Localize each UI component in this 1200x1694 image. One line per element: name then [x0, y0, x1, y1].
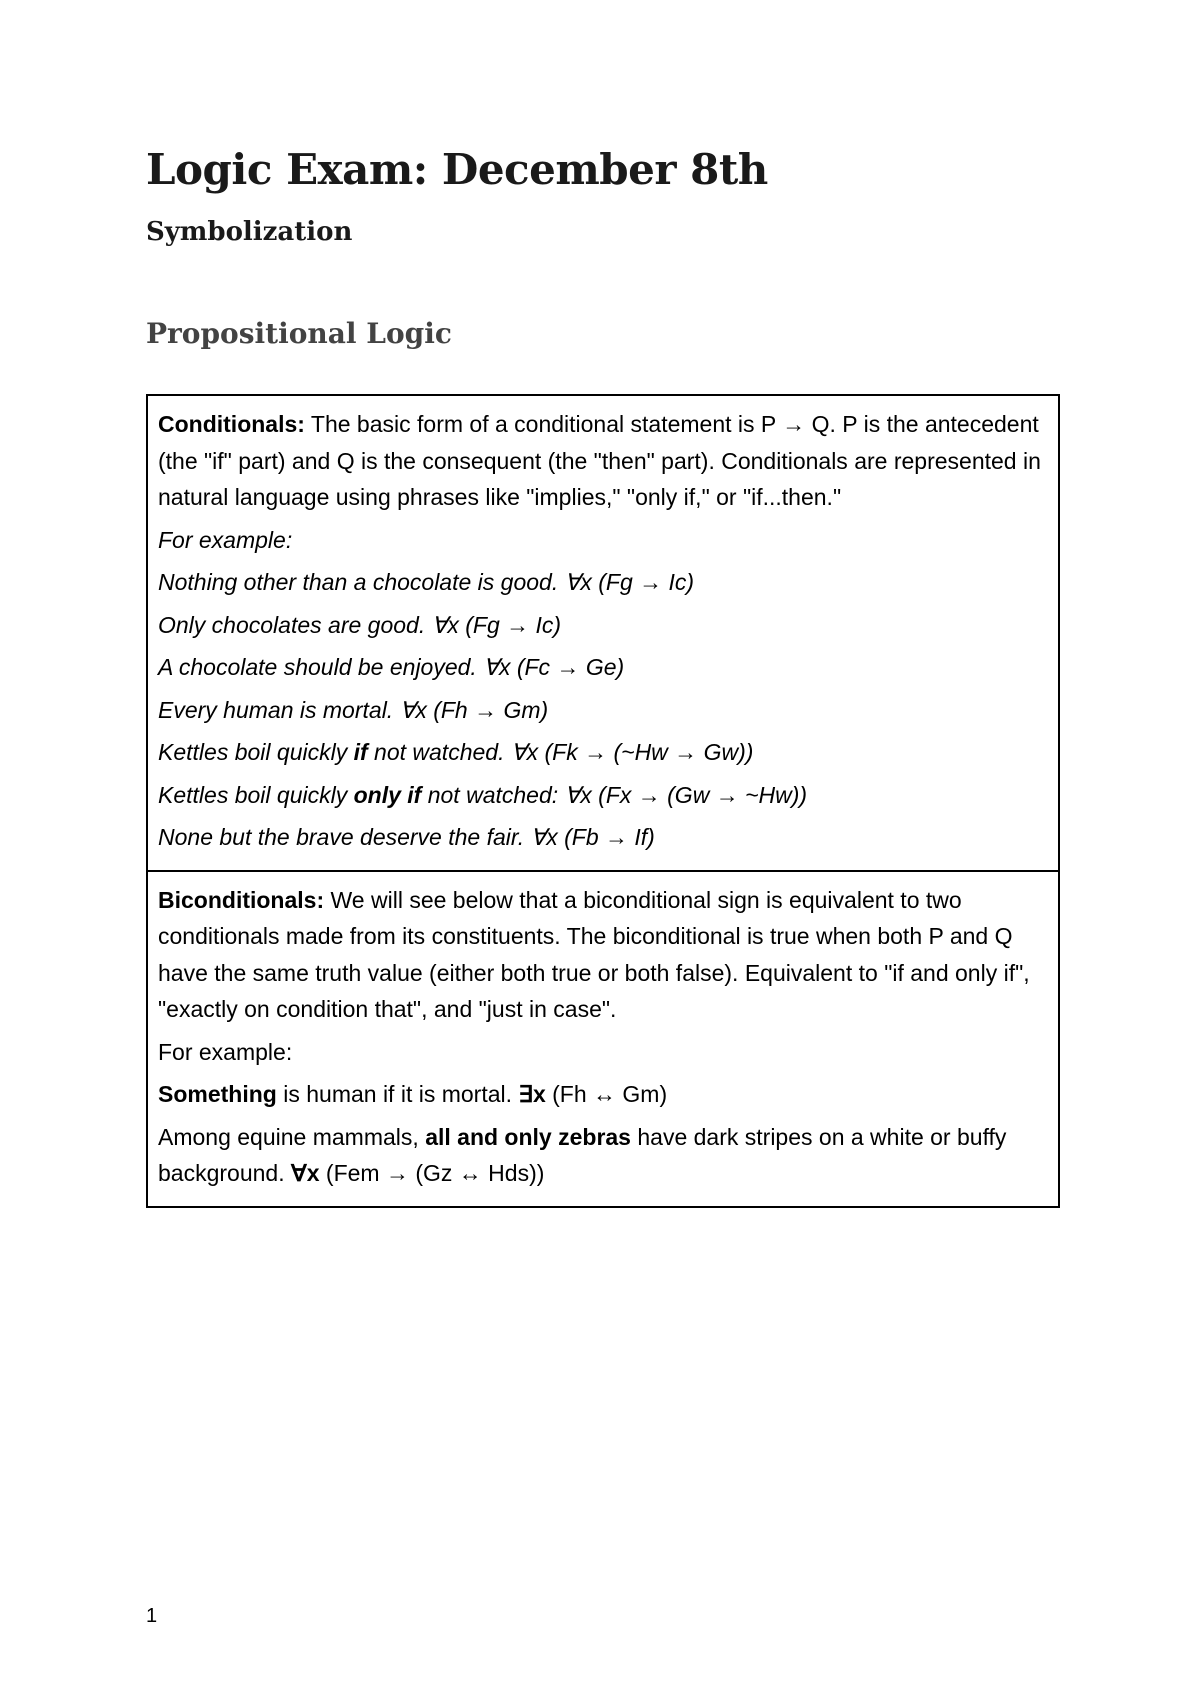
example-formula: ∀x (Fh → Gm) — [399, 696, 549, 723]
example-keyword-if: if — [353, 739, 368, 765]
example-formula: ∀x (Fk → (~Hw → Gw)) — [510, 739, 754, 765]
conditionals-example-2 — [158, 607, 1048, 644]
conditionals-example-intro: For example: — [158, 526, 293, 553]
example-formula: ∀x (Fg → Ic) — [564, 569, 695, 595]
example-sentence-post: not watched: — [421, 781, 559, 808]
example-keyword-something: Something — [158, 1081, 277, 1107]
example-keyword-only-if: only if — [353, 781, 422, 808]
conditionals-label: Conditionals: — [158, 411, 305, 437]
example-sentence: Nothing other than a chocolate is good. — [158, 569, 559, 595]
example-sentence-pre: Kettles boil quickly — [158, 739, 354, 765]
example-formula: (Fh ↔ Gm) — [545, 1081, 668, 1107]
example-sentence-post: have dark stripes on a white or buffy background. — [158, 1123, 1007, 1186]
page-title: Logic Exam: December 8th — [146, 145, 768, 194]
biconditionals-cell — [147, 871, 1059, 1207]
table-row-conditionals — [147, 395, 1059, 871]
example-quantifier: ∀x — [290, 1160, 320, 1186]
biconditionals-label: Biconditionals: — [158, 886, 325, 913]
conditionals-example-kettle-only-if — [158, 777, 1048, 814]
example-quantifier: ∃x — [518, 1081, 546, 1107]
example-sentence-pre: Among equine mammals, — [158, 1123, 426, 1150]
example-sentence: is human if it is mortal. — [276, 1081, 513, 1107]
conditionals-example-4 — [158, 692, 1048, 729]
page-number: 1 — [146, 1605, 158, 1627]
example-formula: (Fem → (Gz ↔ Hds)) — [319, 1160, 545, 1186]
section-heading: Propositional Logic — [146, 317, 452, 350]
example-formula: ∀x (Fg → Ic) — [431, 611, 562, 638]
table-row-biconditionals — [147, 871, 1059, 1207]
conditionals-description: The basic form of a conditional statement is P → Q. P is the antecedent (the "if" part) and Q is the consequent (the "then" part). Conditionals are represented in natural language using phrases like "implies," "only if," or "if...then." — [158, 411, 1041, 510]
example-formula: ∀x (Fc → Ge) — [483, 654, 625, 680]
example-sentence: None but the brave deserve the fair. — [158, 824, 525, 850]
conditionals-example-3 — [158, 649, 1048, 686]
example-formula: ∀x (Fb → If) — [530, 824, 655, 850]
definitions-table — [146, 394, 1060, 1208]
example-formula: ∀x (Fx → (Gw → ~Hw)) — [564, 781, 808, 808]
biconditionals-definition — [158, 882, 1048, 1028]
biconditionals-description: We will see below that a biconditional sign is equivalent to two conditionals made from its constituents. The biconditional is true when both P and Q have the same truth value (either both true or both false). Equivalent to "if and only if", "exactly on condition that", and "just in case". — [158, 886, 1030, 1022]
biconditionals-example-zebras — [158, 1119, 1048, 1192]
example-sentence: Only chocolates are good. — [158, 611, 426, 638]
example-sentence-pre: Kettles boil quickly — [158, 781, 354, 808]
biconditionals-example-intro: For example: — [158, 1038, 293, 1065]
conditionals-example-kettle-if — [158, 734, 1048, 771]
example-keyword-zebras: all and only zebras — [425, 1123, 631, 1150]
example-sentence-post: not watched. — [367, 739, 505, 765]
conditionals-definition — [158, 406, 1048, 516]
biconditionals-example-something — [158, 1076, 1048, 1113]
conditionals-example-1 — [158, 564, 1048, 601]
conditionals-example-brave — [158, 819, 1048, 856]
example-sentence: Every human is mortal. — [158, 696, 394, 723]
conditionals-cell — [147, 395, 1059, 871]
page-subtitle: Symbolization — [146, 217, 353, 247]
example-sentence: A chocolate should be enjoyed. — [158, 654, 477, 680]
